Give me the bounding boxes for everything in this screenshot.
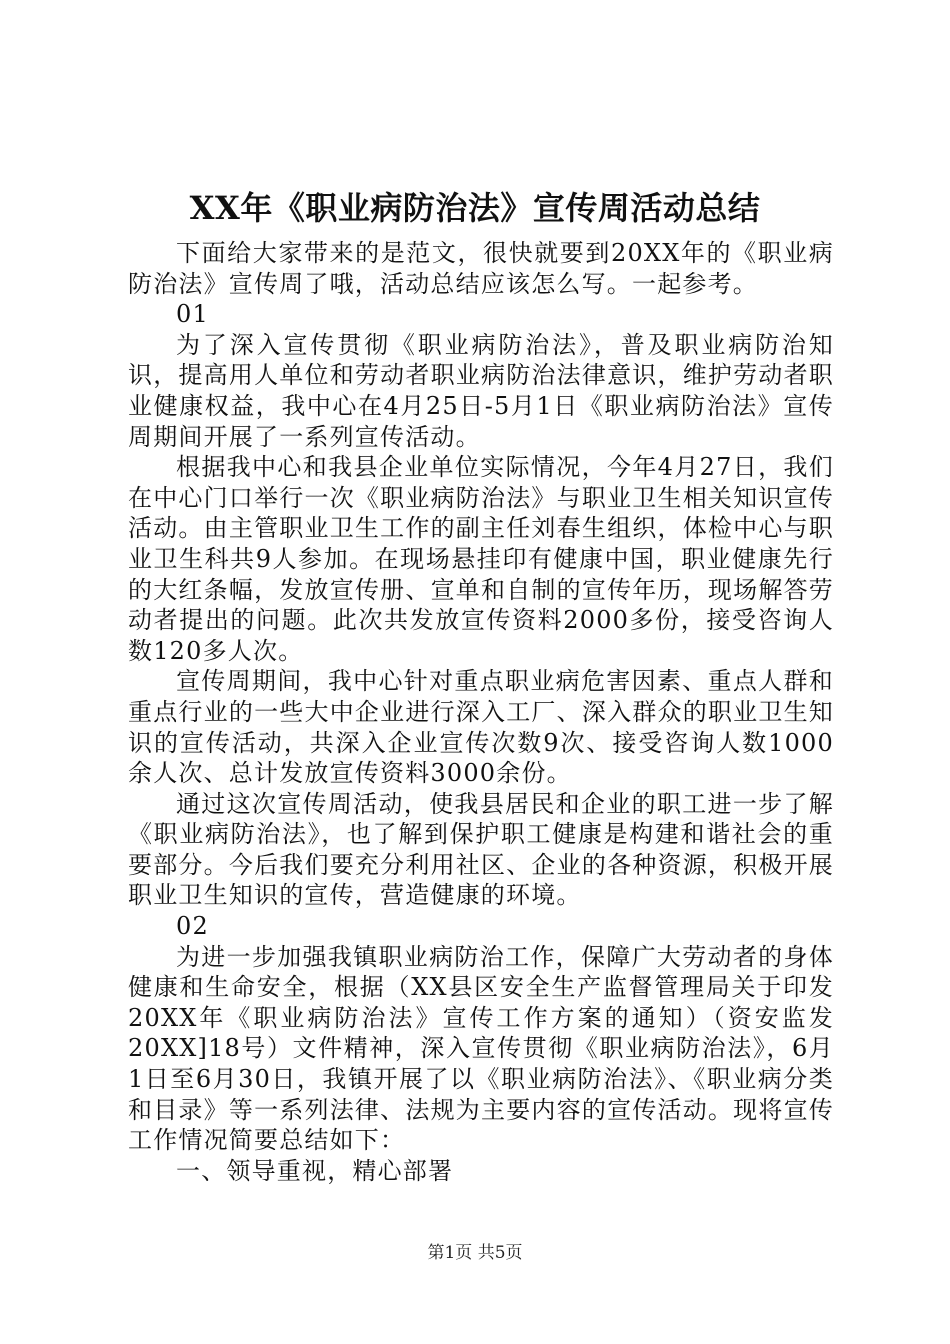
paragraph: 通过这次宣传周活动，使我县居民和企业的职工进一步了解《职业病防治法》，也了解到保护职工健康是构建和谐社会的重要部分。今后我们要充分利用社区、企业的各种资源，积极开展职业卫生知识的宣传，营造健康的环境。 xyxy=(128,789,834,910)
paragraph: 为进一步加强我镇职业病防治工作，保障广大劳动者的身体健康和生命安全，根据（XX县区安全生产监督管理局关于印发20XX年《职业病防治法》宣传工作方案的通知）（资安监发20XX]18号）文件精神，深入宣传贯彻《职业病防治法》，6月1日至6月30日，我镇开展了以《职业病防治法》、《职业病分类和目录》等一系列法律、法规为主要内容的宣传活动。现将宣传工作情况简要总结如下： xyxy=(128,942,834,1155)
document-title: XX年《职业病防治法》宣传周活动总结 xyxy=(189,189,761,227)
page-number-footer: 第1页 共5页 xyxy=(427,1243,523,1263)
section-number-02: 02 xyxy=(176,912,209,941)
section-number-01: 01 xyxy=(176,300,209,329)
document-body xyxy=(128,238,834,1186)
paragraph-intro: 下面给大家带来的是范文，很快就要到20XX年的《职业病防治法》宣传周了哦，活动总结应该怎么写。一起参考。 xyxy=(128,239,834,298)
paragraph: 根据我中心和我县企业单位实际情况，今年4月27日，我们在中心门口举行一次《职业病防治法》与职业卫生相关知识宣传活动。由主管职业卫生工作的副主任刘春生组织，体检中心与职业卫生科共9人参加。在现场悬挂印有健康中国，职业健康先行的大红条幅，发放宣传册、宣单和自制的宣传年历，现场解答劳动者提出的问题。此次共发放宣传资料2000多份，接受咨询人数120多人次。 xyxy=(128,453,834,665)
paragraph: 宣传周期间，我中心针对重点职业病危害因素、重点人群和重点行业的一些大中企业进行深入工厂、深入群众的职业卫生知识的宣传活动，共深入企业宣传次数9次、接受咨询人数1000余人次、总计发放宣传资料3000余份。 xyxy=(128,667,834,788)
paragraph: 为了深入宣传贯彻《职业病防治法》，普及职业病防治知识，提高用人单位和劳动者职业病防治法律意识，维护劳动者职业健康权益，我中心在4月25日-5月1日《职业病防治法》宣传周期间开展了一系列宣传活动。 xyxy=(128,330,834,451)
section-heading: 一、领导重视，精心部署 xyxy=(176,1156,454,1185)
